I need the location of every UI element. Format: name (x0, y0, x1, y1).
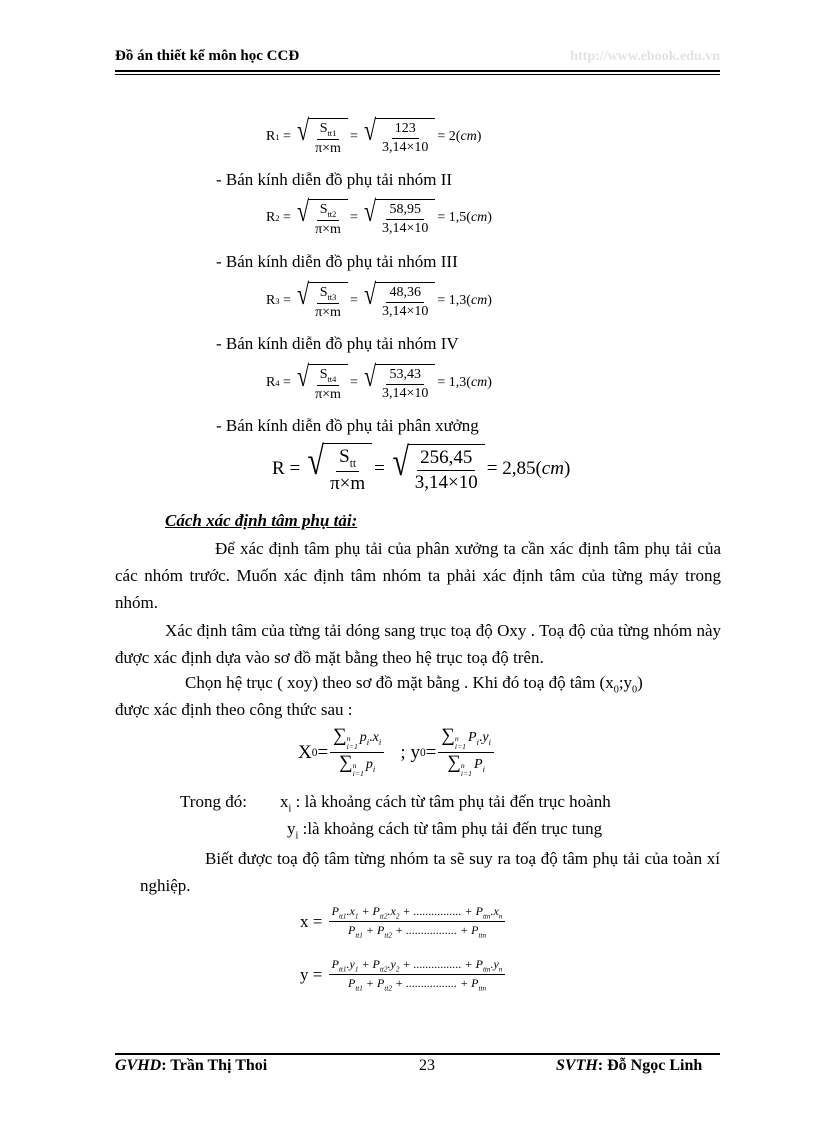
paragraph-3-line1: Chọn hệ trục ( xoy) theo sơ đồ mặt bằng . Khi đó toạ độ tâm $(x_0;y_0)$ (185, 673, 643, 696)
footer-student: SVTH: Đỗ Ngọc Linh (556, 1057, 703, 1074)
formula-r-workshop: R = √ $\frac{S_{tt}}{\pi\times m}$ = √ $\frac{256,45}{3,14\times 10}$ = 2,85( cm ) (272, 438, 571, 494)
paragraph-1: Để xác định tâm phụ tải của phân xưởng ta cần xác định tâm phụ tải của các nhóm trước. Muốn xác định tâm nhóm ta phải xác định tâm của từng máy trong nhóm. (115, 539, 721, 612)
formula-y-denominator: $P_{tt1} + P_{tt2}$ + ................. + $P_{ttn}$ (347, 976, 487, 993)
formula-r1: R 1 = √ $\frac{S_{tt1}}{\pi\times m}$ = √ $\frac{123}{3,14\times 10}$ = 2( cm ) (266, 115, 482, 156)
footer-supervisor: GVHD: Trần Thị Thoi (115, 1057, 268, 1074)
page-number: 23 (419, 1057, 435, 1074)
formula-r2: R 2 = √ $\frac{S_{tt2}}{\pi\times m}$ = √ $\frac{58,95}{3,14\times 10}$ = 1,5( cm ) (266, 196, 492, 237)
formula-r4: R 4 = √ $\frac{S_{tt4}}{\pi\times m}$ = √ $\frac{53,43}{3,14\times 10}$ = 1,3( cm ) (266, 361, 492, 402)
footer-rule (115, 1053, 720, 1055)
header-rule-thin (115, 74, 720, 75)
formula-x-denominator: $P_{tt1} + P_{tt2}$ + ................. + $P_{ttn}$ (347, 923, 487, 940)
section-heading: Cách xác định tâm phụ tải: (165, 511, 358, 530)
where-label: Trong đó: (180, 792, 247, 811)
header-watermark-url: http://www.ebook.edu.vn (570, 49, 720, 64)
yi-definition: $y_i$ :là khoảng cách từ tâm phụ tải đến trục tung (287, 819, 603, 842)
bullet-group-3: - Bán kính diễn đồ phụ tải nhóm III (216, 252, 458, 271)
paragraph-3-line2: được xác định theo công thức sau : (115, 700, 353, 719)
formula-centroid-group: X 0 = ∑ n i=1 $p_i.x_i$ ∑ n i=1 $p_i$ ; y 0 = ∑ n i=1 $P_i.y_i$ ∑ n i=1 $P_i$ (298, 727, 496, 778)
bullet-workshop: - Bán kính diễn đồ phụ tải phân xưởng (216, 416, 479, 435)
header-rule (115, 70, 720, 72)
bullet-group-4: - Bán kính diễn đồ phụ tải nhóm IV (216, 334, 459, 353)
formula-x-total: x = $\frac{P_{tt1}.x_1 + P_{tt2}.x_2 + ................ + P_{ttn}.x_n}{P_{tt1} + P_{tt2} + ................. + P_{ttn}}$ (300, 904, 507, 940)
formula-y-total: y = $\frac{P_{tt1}.y_1 + P_{tt2}.y_2 + ................ + P_{ttn}.y_n}{P_{tt1} + P_{tt2} + ................. + P_{ttn}}$ (300, 957, 507, 993)
formula-r3: R 3 = √ $\frac{S_{tt3}}{\pi\times m}$ = √ $\frac{48,36}{3,14\times 10}$ = 1,3( cm ) (266, 279, 492, 320)
formula-x-numerator: $P_{tt1}.x_1 + P_{tt2}.x_2$ + ................ + $P_{ttn}.x_n$ (329, 904, 506, 922)
paragraph-2: Xác định tâm của từng tải dóng sang trục toạ độ Oxy . Toạ độ của từng nhóm này được xác định dựa vào sơ đồ mặt bằng theo hệ trục toạ độ trên. (115, 621, 721, 667)
page-header (115, 48, 720, 70)
xi-definition: $x_i$ : là khoảng cách từ tâm phụ tải đến trục hoành (280, 792, 611, 815)
formula-y-numerator: $P_{tt1}.y_1 + P_{tt2}.y_2$ + ................ + $P_{ttn}.y_n$ (329, 957, 506, 975)
header-title: Đồ án thiết kế môn học CCĐ (115, 48, 300, 64)
paragraph-4: Biết được toạ độ tâm từng nhóm ta sẽ suy ra toạ độ tâm phụ tải của toàn xí nghiệp. (140, 849, 720, 895)
bullet-group-2: - Bán kính diễn đồ phụ tải nhóm II (216, 170, 453, 189)
